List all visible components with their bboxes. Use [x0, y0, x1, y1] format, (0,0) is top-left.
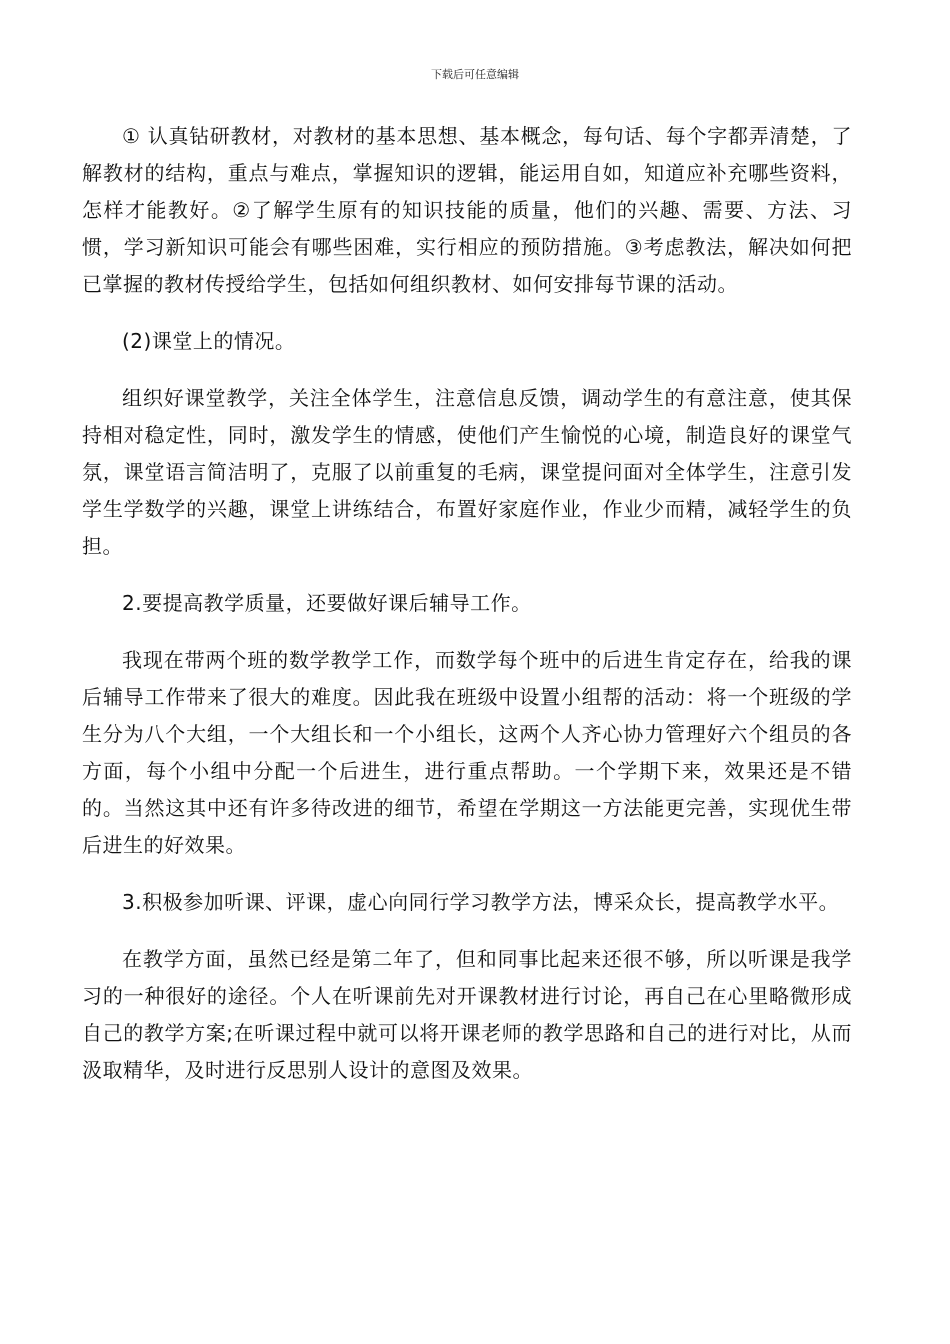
section-heading-observation: 3.积极参加听课、评课，虚心向同行学习教学方法，博采众长，提高教学水平。 [122, 890, 840, 914]
document-body [82, 118, 852, 1109]
section-heading-tutoring: 2.要提高教学质量，还要做好课后辅导工作。 [122, 591, 532, 615]
paragraph-preparation-steps: ① 认真钻研教材，对教材的基本思想、基本概念，每句话、每个字都弄清楚，了解教材的结构，重点与难点，掌握知识的逻辑，能运用自如，知道应补充哪些资料，怎样才能教好。②了解学生原有的知识技能的质量，他们的兴趣、需要、方法、习惯，学习新知识可能会有哪些困难，实行相应的预防措施。③考虑教法，解决如何把已掌握的教材传授给学生，包括如何组织教材、如何安排每节课的活动。 [82, 124, 852, 296]
paragraph-classroom: 组织好课堂教学，关注全体学生，注意信息反馈，调动学生的有意注意，使其保持相对稳定性，同时，激发学生的情感，使他们产生愉悦的心境，制造良好的课堂气氛，课堂语言简洁明了，克服了以前重复的毛病，课堂提问面对全体学生，注意引发学生学数学的兴趣，课堂上讲练结合，布置好家庭作业，作业少而精，减轻学生的负担。 [82, 386, 852, 558]
section-heading-classroom: (2)课堂上的情况。 [122, 329, 296, 353]
paragraph-observation: 在教学方面，虽然已经是第二年了，但和同事比起来还很不够，所以听课是我学习的一种很好的途径。个人在听课前先对开课教材进行讨论，再自己在心里略微形成自己的教学方案;在听课过程中就可以将开课老师的教学思路和自己的进行对比，从而汲取精华，及时进行反思别人设计的意图及效果。 [82, 947, 852, 1082]
paragraph-tutoring: 我现在带两个班的数学教学工作，而数学每个班中的后进生肯定存在，给我的课后辅导工作带来了很大的难度。因此我在班级中设置小组帮的活动：将一个班级的学生分为八个大组，一个大组长和一个小组长，这两个人齐心协力管理好六个组员的各方面，每个小组中分配一个后进生，进行重点帮助。一个学期下来，效果还是不错的。当然这其中还有许多待改进的细节，希望在学期这一方法能更完善，实现优生带后进生的好效果。 [82, 648, 852, 857]
header-note: 下载后可任意编辑 [431, 68, 519, 81]
